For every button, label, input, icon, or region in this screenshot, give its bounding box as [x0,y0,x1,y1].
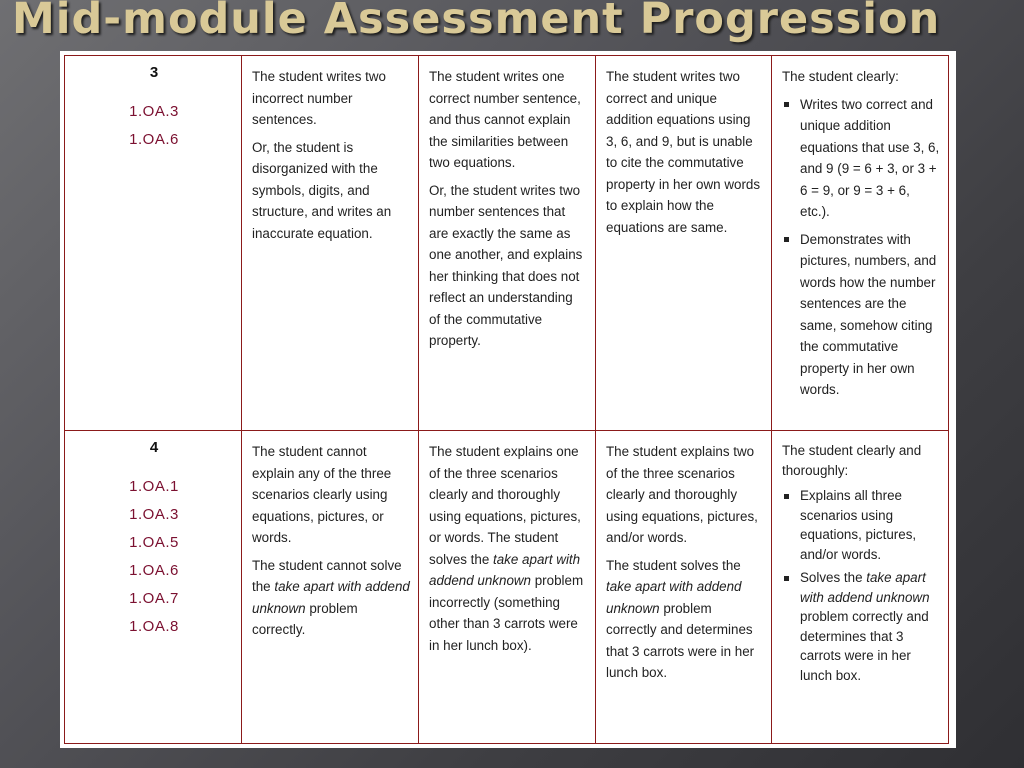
score-number: 3 [149,64,159,81]
text-run: The student cannot solve the [252,557,402,594]
score-cell [65,56,242,431]
standard-code: 1.OA.7 [129,589,179,607]
rubric-cell-step-1 [242,56,419,431]
cell-intro: The student clearly and thoroughly: [782,443,922,478]
bullet-item [800,568,940,685]
cell-text: Or, the student is disorganized with the symbols, digits, and structure, and writes an inaccurate equation. [252,139,392,241]
rubric-table [64,55,949,744]
bullet-item: Explains all three scenarios using equations, pictures, and/or words. [800,486,940,564]
bullet-list [782,94,940,401]
cell-text: The student writes two incorrect number sentences. [252,69,386,127]
cell-text [429,441,587,656]
italic-term: take apart with addend unknown [606,579,742,616]
standard-code: 1.OA.8 [129,617,179,635]
text-run: The student solves the [606,557,741,573]
slide-title: Mid-module Assessment Progression [12,0,941,44]
bullet-item: Demonstrates with pictures, numbers, and words how the number sentences are the same, somehow citing the commutative property in her own words. [800,229,940,401]
cell-text: The student cannot explain any of the three scenarios clearly using equations, pictures, or words. [252,444,392,545]
standard-code: 1.OA.3 [129,505,179,523]
rubric-cell-step-3 [596,56,772,431]
rubric-cell-step-2 [419,431,596,744]
cell-intro: The student clearly: [782,69,899,84]
cell-text: Or, the student writes two number sentences that are exactly the same as one another, and explains her thinking that does not reflect an understanding of the commutative property. [429,182,583,348]
rubric-cell-step-1 [242,431,419,744]
text-run: problem correctly. [252,600,358,637]
bullet-item: Writes two correct and unique addition equations that use 3, 6, and 9 (9 = 6 + 3, or 3 + 6 = 9, or 9 = 3 + 6, etc.). [800,94,940,223]
standard-code: 1.OA.6 [129,561,179,579]
table-row-score-4 [65,431,949,744]
score-number: 4 [149,439,159,456]
table-row-score-3 [65,56,949,431]
standard-code: 1.OA.6 [129,130,179,148]
bullet-list [782,486,940,685]
cell-text [252,555,410,641]
text-run: problem incorrectly (something other than 3 carrots were in her lunch box). [429,573,584,653]
text-run: The student explains one of the three scenarios clearly and thoroughly using equations, pictures, or words. The student solves the [429,444,581,567]
standard-code: 1.OA.3 [129,102,179,120]
score-cell [65,431,242,744]
rubric-cell-step-4 [772,431,949,744]
rubric-cell-step-4 [772,56,949,431]
standard-code: 1.OA.5 [129,533,179,551]
cell-text: The student explains two of the three scenarios clearly and thoroughly using equations, pictures, and/or words. [606,444,758,545]
italic-term: take apart with addend unknown [429,551,581,588]
cell-text [606,555,763,684]
rubric-cell-step-3 [596,431,772,744]
text-run: problem correctly and determines that 3 carrots were in her lunch box. [606,600,755,680]
italic-term: take apart with addend unknown [800,570,930,605]
text-run: problem correctly and determines that 3 carrots were in her lunch box. [800,609,929,683]
italic-term: take apart with addend unknown [252,579,410,616]
cell-text: The student writes one correct number sentence, and thus cannot explain the similarities between two equations. [429,69,581,170]
text-run: Solves the [800,570,867,585]
cell-text: The student writes two correct and unique addition equations using 3, 6, and 9, but is unable to cite the commutative property in her own words to explain how the equations are same. [606,69,761,235]
rubric-panel [60,51,956,748]
standard-code: 1.OA.1 [129,477,179,495]
rubric-cell-step-2 [419,56,596,431]
